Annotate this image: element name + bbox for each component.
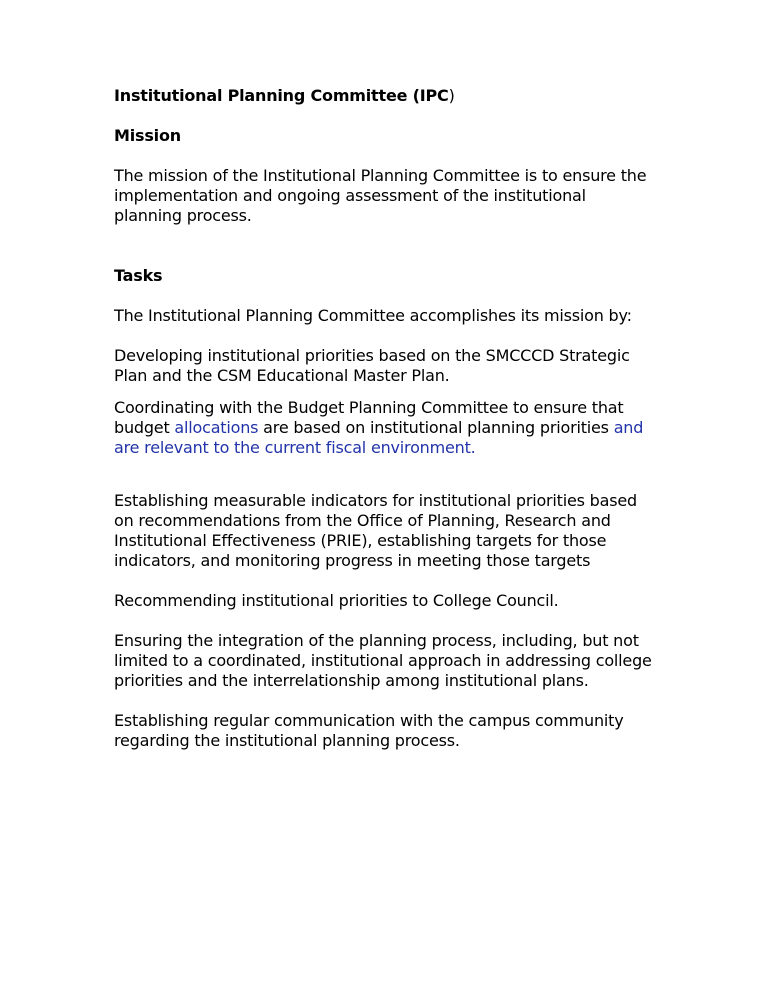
task-item-2-text-a: Coordinating with the Budget Planning Committee to ensure that budget	[114, 398, 624, 437]
mission-text: The mission of the Institutional Planning Committee is to ensure the implementation and ongoing assessment of the institutional planning process.	[114, 166, 647, 225]
mission-heading: Mission	[114, 126, 181, 145]
document-page	[114, 86, 654, 751]
task-item-2	[114, 398, 654, 458]
task-item-2-text-b: are based on institutional planning priorities	[258, 418, 614, 437]
document-title	[114, 86, 654, 106]
task-item-6: Establishing regular communication with the campus community regarding the institutional planning process.	[114, 711, 624, 750]
tasks-intro: The Institutional Planning Committee accomplishes its mission by:	[114, 306, 632, 325]
document-title-paren: )	[448, 86, 455, 105]
task-item-5: Ensuring the integration of the planning process, including, but not limited to a coordinated, institutional approach in addressing college priorities and the interrelationship among institutional plans.	[114, 631, 652, 690]
task-item-4: Recommending institutional priorities to College Council.	[114, 591, 559, 610]
task-item-2-highlight-fiscal: and are relevant to the current fiscal environment.	[114, 418, 644, 457]
tasks-heading: Tasks	[114, 266, 163, 285]
task-item-3: Establishing measurable indicators for institutional priorities based on recommendations from the Office of Planning, Research and Institutional Effectiveness (PRIE), establishing targets for those indicators, and monitoring progress in meeting those targets	[114, 491, 637, 570]
document-title-main: Institutional Planning Committee (IPC	[114, 86, 449, 105]
task-item-2-highlight-allocations: allocations	[174, 418, 259, 437]
task-item-1: Developing institutional priorities based on the SMCCCD Strategic Plan and the CSM Educational Master Plan.	[114, 346, 630, 385]
